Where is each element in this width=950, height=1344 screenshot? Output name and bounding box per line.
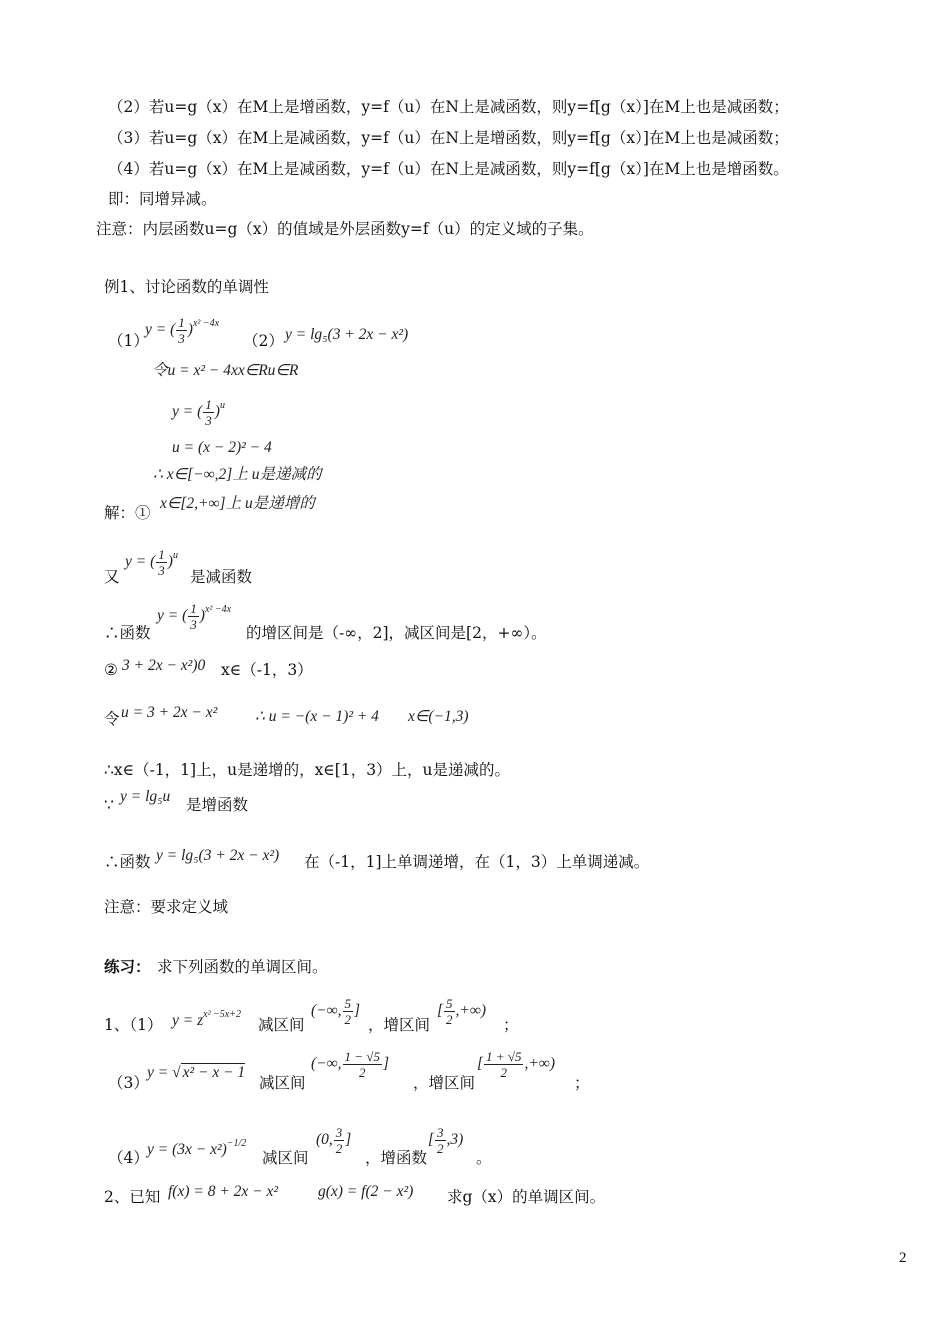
- formula-y-third-power-2: y = ( $\frac{1}{3}$ )$^{x^2 -4x}$: [157, 600, 232, 632]
- formula-decreasing: ∴ x∈[−∞,2]上 u是递减的: [153, 466, 322, 483]
- rule-3: （3）若u=g（x）在M上是减函数，y=f（u）在N上是增函数，则y=f[g（x）]在M上也是减函数；: [108, 129, 789, 147]
- formula-log: y = lg₅(3 + 2x − x²): [285, 326, 409, 343]
- ex1-incr-interval: ，增区间: [368, 1016, 431, 1034]
- formula-inequality: 3 + 2x − x²)0: [122, 657, 206, 674]
- formula-z-power: $y = z^{x^2 -5x+2}$: [172, 1009, 241, 1029]
- ex1-4-prefix: （4）: [108, 1149, 149, 1167]
- page-number: 2: [899, 1250, 907, 1266]
- ex1-3-prefix: （3）: [108, 1074, 149, 1092]
- example-title: 例1、讨论函数的单调性: [104, 278, 269, 296]
- ex1-3-semicolon: ；: [574, 1074, 590, 1092]
- formula-let-u: 令u = x² − 4xx∈Ru∈R: [152, 362, 299, 379]
- formula-interval-1: (−∞, $\frac{5}{2}$ ]: [311, 996, 361, 1027]
- ex1-4-dec-interval: 减区间: [262, 1149, 309, 1167]
- let-label: 令: [104, 710, 120, 728]
- final-monotonic: 在（-1，1]上单调递增，在（1，3）上单调递减。: [304, 853, 650, 871]
- exercise-text: 求下列函数的单调区间。: [157, 958, 328, 976]
- formula-increasing: x∈[2,+∞]上 u是递增的: [160, 495, 315, 512]
- conclusion-u: ∴x∈（-1，1]上，u是递增的，x∈[1，3）上，u是递减的。: [104, 761, 511, 779]
- formula-u-def: u = 3 + 2x − x²: [121, 704, 218, 721]
- summary: 即：同增异减。: [108, 190, 217, 208]
- example-part-2: （2）: [243, 332, 284, 350]
- x-domain: x∈（-1，3）: [221, 661, 313, 679]
- formula-u-vertex: ∴ u = −(x − 1)² + 4: [255, 708, 379, 725]
- formula-sqrt: y = √ x² − x − 1: [147, 1064, 246, 1081]
- formula-y-third-u: y = ( $\frac{1}{3}$ )$^u$: [172, 396, 225, 428]
- because-label: ∵: [104, 796, 114, 814]
- formula-log-full-2: y = lg₅(3 + 2x − x²): [156, 847, 280, 864]
- ex1-4-period: 。: [476, 1149, 492, 1167]
- circled-2: ②: [104, 661, 118, 679]
- formula-interval-5: (0, $\frac{3}{2}$ ]: [316, 1125, 352, 1156]
- formula-log-u: y = lg₅u: [120, 788, 171, 805]
- formula-g-def: g(x) = f(2 − x²): [318, 1183, 414, 1200]
- example-part-1: （1）: [108, 332, 149, 350]
- rule-2: （2）若u=g（x）在M上是增函数，y=f（u）在N上是减函数，则y=f[g（x）]在M上也是减函数；: [108, 98, 789, 116]
- formula-neg-half-power: $y = (3x - x^2)^{-1/2}$: [147, 1138, 247, 1158]
- formula-interval-3: (−∞, $\frac{1 - √5}{2}$ ]: [311, 1049, 390, 1080]
- ex2-prefix: 2、已知: [104, 1188, 161, 1206]
- formula-y-third-power: y = ( $\frac{1}{3}$ )$^{x^2 -4x}$: [145, 314, 220, 346]
- note-2: 注意：要求定义域: [104, 898, 229, 916]
- formula-interval-2: [ $\frac{5}{2}$ ,+∞): [437, 996, 487, 1027]
- again-label: 又: [104, 568, 120, 586]
- is-increasing-fn: 是增函数: [186, 796, 249, 814]
- ex1-3-incr-interval: ，增区间: [413, 1074, 476, 1092]
- exercise-label: 练习：: [104, 957, 151, 976]
- rule-4: （4）若u=g（x）在M上是减函数，y=f（u）在N上是减函数，则y=f[g（x）]在M上也是增函数。: [108, 160, 789, 178]
- note-1: 注意：内层函数u=g（x）的值域是外层函数y=f（u）的定义域的子集。: [96, 220, 594, 238]
- solution-label: 解：①: [104, 504, 151, 522]
- interval-result: 的增区间是（-∞，2]，减区间是[2，+∞）。: [246, 624, 547, 642]
- formula-f-def: f(x) = 8 + 2x − x²: [168, 1183, 279, 1200]
- ex1-4-incr-fn: ，增函数: [365, 1149, 428, 1167]
- ex1-prefix: 1、（1）: [104, 1016, 163, 1034]
- ex1-semicolon: ；: [503, 1016, 519, 1034]
- ex1-dec-interval: 减区间: [258, 1016, 305, 1034]
- is-decreasing-fn: 是减函数: [190, 568, 253, 586]
- formula-x-open: x∈(−1,3): [408, 708, 469, 725]
- ex1-3-dec-interval: 减区间: [259, 1074, 306, 1092]
- formula-interval-4: [ $\frac{1 + √5}{2}$ ,+∞): [477, 1049, 556, 1080]
- formula-y-third-u-2: y = ( $\frac{1}{3}$ )$^u$: [125, 546, 178, 578]
- ex2-suffix: 求g（x）的单调区间。: [447, 1188, 606, 1206]
- therefore-fn-2: ∴函数: [104, 853, 151, 871]
- formula-interval-6: [ $\frac{3}{2}$ ,3): [428, 1125, 464, 1156]
- formula-u-square: u = (x − 2)² − 4: [172, 439, 272, 456]
- therefore-fn: ∴函数: [104, 624, 151, 642]
